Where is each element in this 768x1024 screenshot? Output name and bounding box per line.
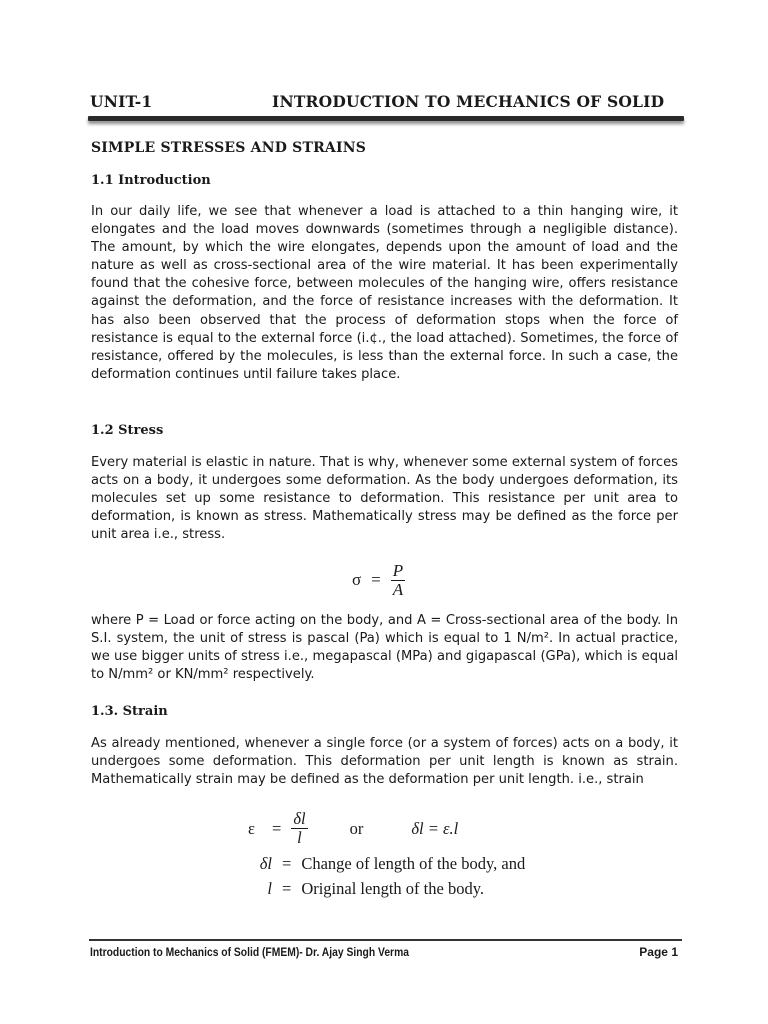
equals-sign: = [371,570,381,589]
header-rule [88,116,684,121]
paragraph-stress: Every material is elastic in nature. That is why, whenever some external system of forces acts on a body, it undergoes some deformation. As the body undergoes deformation, its molecules set up some resistance to deformation. This resistance per unit area to deformation, is known as stress. Mathematically stress may be defined as the force per unit area i.e., stress. [91,455,678,543]
footer-rule [89,939,682,941]
footer-course-author: Introduction to Mechanics of Solid (FMEM)- Dr. Ajay Singh Verma [90,945,409,959]
stress-symbol: σ [352,570,362,589]
stress-fraction [391,562,405,599]
equals-sign: = [272,818,282,838]
definition-symbol: l [267,879,272,898]
fraction-numerator: δl [293,809,306,828]
fraction-numerator: P [392,560,404,580]
definition-text: Change of length of the body, and [301,854,526,873]
section-title: SIMPLE STRESSES AND STRAINS [91,140,367,156]
heading-introduction: 1.1 Introduction [91,173,211,188]
definition-symbol: δl [259,854,272,873]
fraction-denominator: A [392,579,404,599]
definition-row [248,879,484,899]
or-label: or [349,818,364,838]
equals-sign: = [282,854,292,873]
strain-symbol: ε [248,818,255,838]
footer-page-number: Page 1 [639,945,678,959]
strain-fraction [291,810,307,847]
heading-stress: 1.2 Stress [91,423,164,438]
paragraph-stress-units: where P = Load or force acting on the body, and A = Cross-sectional area of the body. In S.I. system, the unit of stress is pascal (Pa) which is equal to 1 N/m². In actual practice, we use bigger units of stress i.e., megapascal (MPa) and gigapascal (GPa), which is equal to N/mm² or KN/mm² respectively. [91,613,678,683]
strain-formula [248,810,458,847]
paragraph-introduction: In our daily life, we see that whenever a load is attached to a thin hanging wire, it elongates and the load moves downwards (sometimes through a negligible distance). The amount, by which the wire elongates, depends upon the amount of load and the nature as well as cross-sectional area of the wire material. It has been experimentally found that the cohesive force, between molecules of the hanging wire, offers resistance against the deformation, and the force of resistance increases with the deformation. It has also been observed that the process of deformation stops when the force of resistance is equal to the external force (i.¢., the load attached). Sometimes, the force of resistance, offered by the molecules, is less than the external force. In such a case, the deformation continues until failure takes place. [91,204,678,382]
fraction-denominator: l [297,828,302,847]
definition-text: Original length of the body. [301,879,484,898]
header-title: INTRODUCTION TO MECHANICS OF SOLID [272,92,665,111]
heading-strain: 1.3. Strain [91,704,168,719]
definition-row [248,854,525,874]
paragraph-strain: As already mentioned, whenever a single force (or a system of forces) acts on a body, it undergoes some deformation. This deformation per unit length is known as strain. Mathematically strain may be defined as the deformation per unit length. i.e., strain [91,736,678,788]
stress-formula [352,560,405,600]
unit-label: UNIT-1 [90,92,153,111]
equals-sign: = [282,879,292,898]
alt-formula: δl = ε.l [411,818,459,838]
